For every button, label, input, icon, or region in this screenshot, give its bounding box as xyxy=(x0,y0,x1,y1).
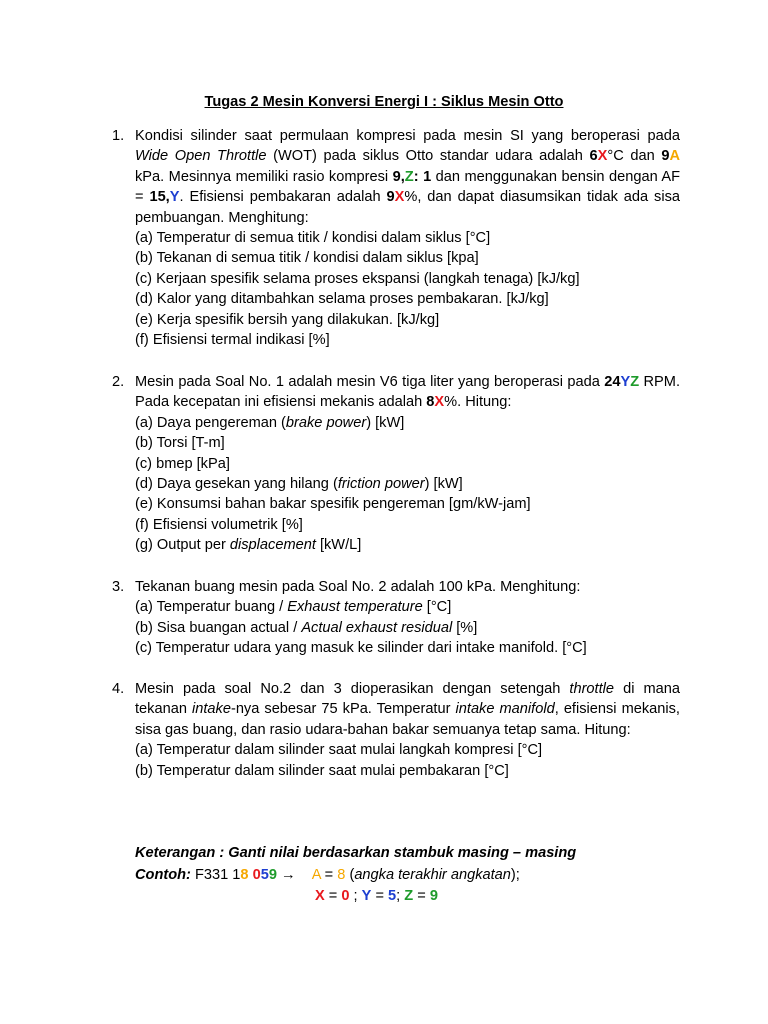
var-z: Z xyxy=(630,374,640,390)
question-3-text: Tekanan buang mesin pada Soal No. 2 adalah 100 kPa. Menghitung: xyxy=(135,579,581,595)
document-title: Tugas 2 Mesin Konversi Energi I : Siklus Mesin Otto xyxy=(204,94,564,110)
question-2 xyxy=(108,372,680,556)
question-number: 2. xyxy=(112,374,125,390)
sub-question: (f) Efisiensi volumetrik [%] xyxy=(135,516,303,533)
sub-question: (f) Efisiensi termal indikasi [%] xyxy=(135,332,330,349)
question-number: 4. xyxy=(112,681,125,697)
note-heading: Keterangan : Ganti nilai berdasarkan stambuk masing – masing xyxy=(135,845,577,861)
sub-question: (a) Temperatur buang / Exhaust temperature [°C] xyxy=(135,599,452,616)
question-3 xyxy=(108,577,680,659)
arrow-icon: → xyxy=(276,866,300,883)
variable-values-line: X = 0 ; Y = 5; Z = 9 xyxy=(315,888,438,905)
question-2-text: Mesin pada Soal No. 1 adalah mesin V6 tiga liter yang beroperasi pada 24YZ RPM. Pada kecepatan ini efisiensi mekanis adalah 8X%. Hitung: xyxy=(135,374,680,411)
sub-question: (c) bmep [kPa] xyxy=(135,455,230,472)
var-a: A xyxy=(669,148,680,165)
sub-question: (a) Daya pengereman (brake power) [kW] xyxy=(135,414,405,431)
sub-question: (g) Output per displacement [kW/L] xyxy=(135,537,362,554)
var-z: Z xyxy=(404,168,414,185)
sub-question: (e) Kerja spesifik bersih yang dilakukan. [kJ/kg] xyxy=(135,311,440,328)
var-x: X xyxy=(394,189,405,206)
sub-question: (c) Kerjaan spesifik selama proses ekspansi (langkah tenaga) [kJ/kg] xyxy=(135,270,580,287)
var-x: X xyxy=(434,394,445,411)
sub-question: (b) Tekanan di semua titik / kondisi dalam siklus [kpa] xyxy=(135,250,479,267)
sub-question: (a) Temperatur dalam silinder saat mulai langkah kompresi [°C] xyxy=(135,742,543,759)
question-number: 1. xyxy=(112,128,125,144)
note-section xyxy=(135,843,576,908)
sub-question: (e) Konsumsi bahan bakar spesifik pengereman [gm/kW-jam] xyxy=(135,496,531,513)
sub-question: (a) Temperatur di semua titik / kondisi dalam siklus [°C] xyxy=(135,230,491,247)
sub-question: (d) Kalor yang ditambahkan selama proses pembakaran. [kJ/kg] xyxy=(135,291,549,308)
sub-question: (d) Daya gesekan yang hilang (friction power) [kW] xyxy=(135,476,463,493)
example-line: Contoh: F331 18 059 → A = 8 (angka terakhir angkatan); xyxy=(135,866,520,883)
question-1-text: Kondisi silinder saat permulaan kompresi pada mesin SI yang beroperasi pada Wide Open Throttle (WOT) pada siklus Otto standar udara adalah 6X°C dan 9A kPa. Mesinnya memiliki rasio kompresi 9,Z: 1 dan menggunakan bensin dengan AF = 15,Y. Efisiensi pembakaran adalah 9X%, dan dapat diasumsikan tidak ada sisa pembuangan. Menghitung: xyxy=(135,128,681,226)
var-y: Y xyxy=(169,189,180,206)
sub-question: (c) Temperatur udara yang masuk ke silinder dari intake manifold. [°C] xyxy=(135,640,587,657)
question-1 xyxy=(108,126,680,350)
var-x: X xyxy=(597,148,608,165)
question-number: 3. xyxy=(112,579,125,595)
sub-question: (b) Sisa buangan actual / Actual exhaust residual [%] xyxy=(135,619,478,636)
question-4 xyxy=(108,679,680,781)
question-4-text: Mesin pada soal No.2 dan 3 dioperasikan dengan setengah throttle di mana tekanan intake-nya sebesar 75 kPa. Temperatur intake manifold, efisiensi mekanis, sisa gas buang, dan rasio udara-bahan bakar semuanya tetap sama. Hitung: xyxy=(135,681,680,738)
var-y: Y xyxy=(620,374,631,390)
sub-question: (b) Temperatur dalam silinder saat mulai pembakaran [°C] xyxy=(135,762,509,779)
sub-question: (b) Torsi [T-m] xyxy=(135,435,225,452)
